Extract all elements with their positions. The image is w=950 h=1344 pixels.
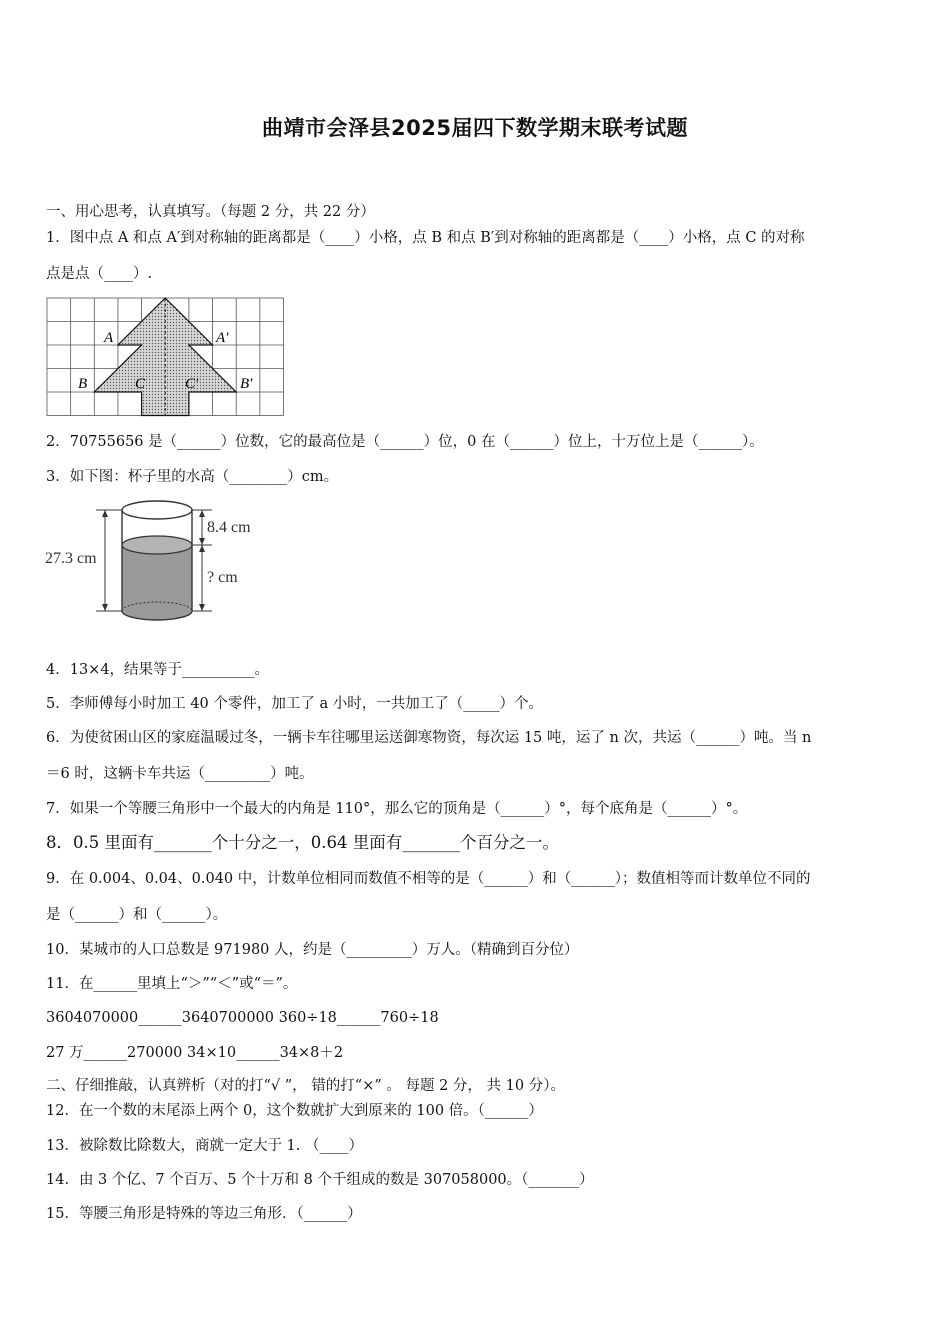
question-4: 4．13×4，结果等于__________。 <box>46 662 270 678</box>
question-12: 12．在一个数的末尾添上两个 0，这个数就扩大到原来的 100 倍。（______） <box>46 1103 543 1119</box>
question-10: 10．某城市的人口总数是 971980 人，约是（_________）万人。（精确到百分位） <box>46 942 579 958</box>
question-13: 13．被除数比除数大，商就一定大于 1. （____） <box>46 1138 364 1154</box>
question-9-line-2: 是（______）和（______）。 <box>46 907 228 923</box>
page-title: 曲靖市会泽县2025届四下数学期末联考试题 <box>262 116 688 140</box>
question-15: 15．等腰三角形是特殊的等边三角形．（______） <box>46 1206 362 1222</box>
total-height-label: 27.3 cm <box>45 550 97 567</box>
question-1-line-2: 点是点（____）. <box>46 266 153 282</box>
label-a-prime: A′ <box>216 330 229 346</box>
question-3: 3．如下图：杯子里的水高（________）cm。 <box>46 469 339 485</box>
question-9-line-1: 9．在 0.004、0.04、0.040 中，计数单位相同而数值不相等的是（______）和（______）；数值相等而计数单位不同的 <box>46 871 811 887</box>
cup-figure <box>40 498 270 622</box>
label-b: B <box>78 376 88 392</box>
question-11: 11．在______里填上“＞”“＜”或“＝”。 <box>46 976 298 992</box>
top-gap-label: 8.4 cm <box>207 519 251 536</box>
section-1-heading: 一、用心思考，认真填写。（每题 2 分，共 22 分） <box>46 204 375 220</box>
question-6-line-1: 6．为使贫困山区的家庭温暖过冬，一辆卡车往哪里运送御寒物资，每次运 15 吨，运了 n 次，共运（______）吨。当 n <box>46 730 812 746</box>
symmetry-tree-figure <box>46 297 286 419</box>
question-1-line-1: 1．图中点 A 和点 A′到对称轴的距离都是（____）小格，点 B 和点 B′到对称轴的距离都是（____）小格，点 C 的对称 <box>46 230 805 246</box>
section-2-heading: 二、仔细推敲，认真辨析（对的打“√ ”， 错的打“×” 。 每题 2 分， 共 10 分）。 <box>46 1078 565 1094</box>
label-a: A <box>104 330 114 346</box>
question-5: 5．李师傅每小时加工 40 个零件，加工了 a 小时，一共加工了（_____）个。 <box>46 696 544 712</box>
question-11-row-1: 3604070000______3640700000 360÷18______760÷18 <box>46 1010 439 1026</box>
label-c: C <box>135 376 146 392</box>
label-b-prime: B′ <box>240 376 253 392</box>
question-11-row-2: 27 万______270000 34×10______34×8＋2 <box>46 1045 344 1061</box>
question-2: 2．70755656 是（______）位数，它的最高位是（______）位，0 在（______）位上，十万位上是（______）。 <box>46 434 764 450</box>
question-6-line-2: ＝6 时，这辆卡车共运（_________）吨。 <box>46 766 314 782</box>
question-7: 7．如果一个等腰三角形中一个最大的内角是 110°，那么它的顶角是（______）°，每个底角是（______）°。 <box>46 801 748 817</box>
question-8: 8．0.5 里面有_______个十分之一，0.64 里面有_______个百分之一。 <box>46 833 559 852</box>
water-height-label: ? cm <box>207 569 238 586</box>
question-14: 14．由 3 个亿、7 个百万、5 个十万和 8 个千组成的数是 307058000。（_______） <box>46 1172 594 1188</box>
label-c-prime: C′ <box>185 376 199 392</box>
